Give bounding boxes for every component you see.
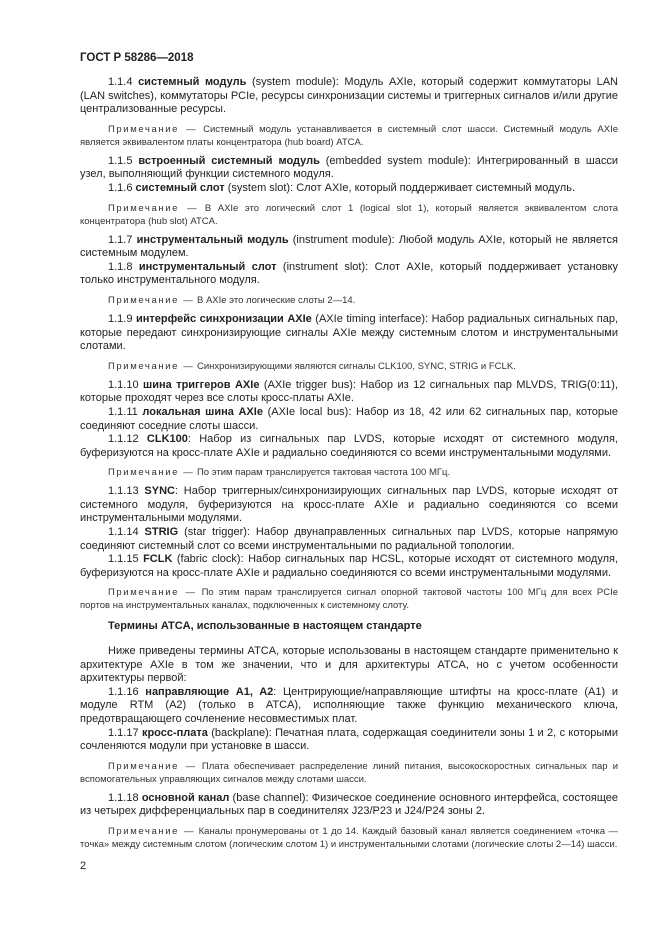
term-entry: 1.1.11 локальная шина AXIe (AXIe local bus): Набор из 18, 42 или 62 сигнальных пар, которые соединяют соседние слоты шасси. xyxy=(80,405,619,432)
term-entry: 1.1.15 FCLK (fabric clock): Набор сигнальных пар HCSL, которые исходят от системного модуля, буферизуются на кросс-плате AXIe и радиально соединяются со всеми инструментальными модулями. xyxy=(80,553,619,579)
term-entry: 1.1.13 SYNC: Набор триггерных/синхронизирующих сигнальных пар LVDS, которые исходят от системного модуля, буферизуются на кросс-плате AXIe и радиально соединяются со всеми инструментальными модулями. xyxy=(80,485,618,525)
term-entry: 1.1.17 кросс-плата (backplane): Печатная плата, содержащая соединители зоны 1 и 2, с которыми сочленяются модули при установке в шасси. xyxy=(80,726,618,753)
intro-paragraph: Ниже приведены термины ATCA, которые использованы в настоящем стандарте применительно к архитектуре AXIe в том же значении, что и для архитектуры ATCA, но с учетом особенности архитектуры первой: xyxy=(80,645,618,685)
standard-header: ГОСТ Р 58286—2018 xyxy=(80,52,194,64)
note: Примечание — По этим парам транслируется сигнал опорной тактовой частоты 100 МГц для всех PCIe портов на инструментальных каналах, подключенных к системному слоту. xyxy=(80,587,619,612)
note: Примечание — В AXIe это логические слоты 2—14. xyxy=(108,294,356,306)
term-entry: 1.1.8 инструментальный слот (instrument slot): Слот AXIe, который поддерживает установку только инструментального модуля. xyxy=(80,260,618,287)
note: Примечание — Плата обеспечивает распределение линий питания, высокоскоростных сигнальных пар и вспомогательных управляющих сигналов между слотами шасси. xyxy=(80,760,619,785)
note: Примечание — Каналы пронумерованы от 1 до 14. Каждый базовый канал является соединением «точка — точка» между системным слотом (логическим слотом 1) и инструментальными слотами (логические слоты 2—14) шасси. xyxy=(80,825,619,850)
term-entry: 1.1.10 шина триггеров AXIe (AXIe trigger bus): Набор из 12 сигнальных пар MLVDS, TRIG(0:11), которые проходят через все слоты кросс-платы AXIe. xyxy=(80,378,618,405)
term-entry: 1.1.6 системный слот (system slot): Слот AXIe, который поддерживает системный модуль. xyxy=(108,181,576,194)
note: Примечание — Системный модуль устанавливается в системный слот шасси. Системный модуль AXIe является эквивалентом платы концентратора (hub board) ATCA. xyxy=(80,123,618,148)
section-title: Термины ATCA, использованные в настоящем стандарте xyxy=(108,620,422,633)
term-entry: 1.1.12 CLK100: Набор из сигнальных пар LVDS, которые исходят от системного модуля, буферизуются на кросс-плате AXIe и радиально соединяются со всеми инструментальными модулями. xyxy=(80,433,618,459)
term-entry: 1.1.7 инструментальный модуль (instrument module): Любой модуль AXIe, который не является системным модулем. xyxy=(80,233,619,260)
page-number: 2 xyxy=(80,860,87,872)
term-entry: 1.1.14 STRIG (star trigger): Набор двунаправленных сигнальных пар LVDS, которые напрямую соединяют системный слот со всеми инструментальными по радиальной топологии. xyxy=(80,526,618,552)
note: Примечание — По этим парам транслируется тактовая частота 100 МГц. xyxy=(108,467,451,479)
term-entry: 1.1.9 интерфейс синхронизации AXIe (AXIe timing interface): Набор радиальных сигнальных пар, которые передают синхронизирующие сигналы AXIe между системным слотом и инструментальными слотами. xyxy=(80,312,619,353)
term-entry: 1.1.16 направляющие A1, A2: Центрирующие/направляющие штифты на кросс-плате (A1) и модуле RTM (A2) (только в ATCA), исполняющие также функцию механического ключа, предотвращающего сочленение несовместимых плат. xyxy=(80,685,619,725)
term-entry: 1.1.5 встроенный системный модуль (embedded system module): Интегрированный в шасси узел, выполняющий функции системного модуля. xyxy=(80,154,618,181)
note: Примечание — Синхронизирующими являются сигналы CLK100, SYNC, STRIG и FCLK. xyxy=(108,360,516,372)
term-entry: 1.1.4 системный модуль (system module): Модуль AXIe, который содержит коммутаторы LAN (LAN switches), коммутаторы PCIe, ресурсы синхронизации системы и триггерных сигналов и/или другие централизованные ресурсы. xyxy=(80,76,618,116)
term-entry: 1.1.18 основной канал (base channel): Физическое соединение основного интерфейса, состоящее из четырех дифференциальных пар в соединителях J23/P23 и J24/P24 зоны 2. xyxy=(80,791,618,818)
document-page xyxy=(80,52,618,857)
note: Примечание — В AXIe это логический слот 1 (logical slot 1), который является эквивалентом слота концентратора (hub slot) ATCA. xyxy=(80,202,619,227)
